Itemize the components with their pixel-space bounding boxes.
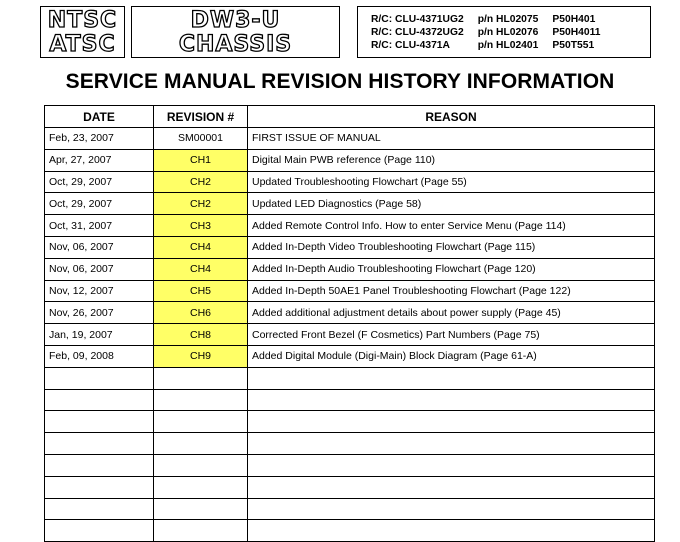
- revision-cell: CH8: [154, 324, 248, 346]
- empty-row: [45, 411, 655, 433]
- model-panel: P50H401: [552, 14, 596, 25]
- system-ntsc: NTSC: [47, 8, 118, 33]
- empty-cell: [45, 520, 154, 542]
- empty-cell: [248, 389, 655, 411]
- table-row: [45, 258, 655, 280]
- model-rc: R/C: CLU-4371UG2: [371, 14, 464, 25]
- empty-cell: [154, 520, 248, 542]
- empty-row: [45, 454, 655, 476]
- table-row: [45, 324, 655, 346]
- model-list-box: [357, 6, 651, 58]
- empty-cell: [248, 498, 655, 520]
- empty-cell: [154, 411, 248, 433]
- empty-cell: [45, 389, 154, 411]
- page-title: SERVICE MANUAL REVISION HISTORY INFORMATION: [65, 70, 615, 93]
- system-atsc: ATSC: [49, 32, 116, 57]
- header-revision: REVISION #: [154, 106, 248, 128]
- model-list: [371, 13, 614, 52]
- table-row: [45, 193, 655, 215]
- revision-cell: CH6: [154, 302, 248, 324]
- date-cell: Feb, 09, 2008: [45, 345, 154, 367]
- model-part-number: p/n HL02076: [477, 27, 539, 38]
- revision-cell: CH4: [154, 258, 248, 280]
- table-header-row: [45, 106, 655, 128]
- empty-row: [45, 389, 655, 411]
- table-row: [45, 236, 655, 258]
- empty-cell: [154, 367, 248, 389]
- table-row: [45, 215, 655, 237]
- reason-cell: Added In-Depth Video Troubleshooting Flowchart (Page 115): [248, 236, 655, 258]
- empty-cell: [45, 433, 154, 455]
- chassis-badge: [131, 6, 340, 58]
- reason-cell: Added Digital Module (Digi-Main) Block Diagram (Page 61-A): [248, 345, 655, 367]
- revision-cell: CH9: [154, 345, 248, 367]
- date-cell: Oct, 31, 2007: [45, 215, 154, 237]
- reason-cell: Updated LED Diagnostics (Page 58): [248, 193, 655, 215]
- model-panel: P50T551: [552, 40, 595, 51]
- empty-row: [45, 498, 655, 520]
- empty-cell: [45, 411, 154, 433]
- empty-cell: [154, 476, 248, 498]
- empty-cell: [248, 476, 655, 498]
- empty-cell: [248, 411, 655, 433]
- empty-row: [45, 367, 655, 389]
- date-cell: Apr, 27, 2007: [45, 149, 154, 171]
- model-row: [371, 26, 614, 39]
- revision-cell: CH3: [154, 215, 248, 237]
- revision-cell: CH2: [154, 171, 248, 193]
- date-cell: Nov, 12, 2007: [45, 280, 154, 302]
- reason-cell: FIRST ISSUE OF MANUAL: [248, 128, 655, 150]
- empty-row: [45, 520, 655, 542]
- model-rc: R/C: CLU-4371A: [371, 40, 450, 51]
- model-part-number: p/n HL02075: [477, 14, 539, 25]
- date-cell: Feb, 23, 2007: [45, 128, 154, 150]
- table-row: [45, 345, 655, 367]
- empty-row: [45, 433, 655, 455]
- empty-cell: [45, 498, 154, 520]
- table-row: [45, 128, 655, 150]
- empty-cell: [45, 476, 154, 498]
- empty-cell: [154, 498, 248, 520]
- empty-cell: [248, 454, 655, 476]
- empty-cell: [154, 433, 248, 455]
- reason-cell: Updated Troubleshooting Flowchart (Page 55): [248, 171, 655, 193]
- reason-cell: Added Remote Control Info. How to enter Service Menu (Page 114): [248, 215, 655, 237]
- empty-cell: [154, 454, 248, 476]
- header-date: DATE: [45, 106, 154, 128]
- empty-row: [45, 476, 655, 498]
- empty-cell: [248, 433, 655, 455]
- reason-cell: Added In-Depth 50AE1 Panel Troubleshooting Flowchart (Page 122): [248, 280, 655, 302]
- table-row: [45, 149, 655, 171]
- model-part-number: p/n HL02401: [477, 40, 539, 51]
- model-row: [371, 13, 614, 26]
- date-cell: Nov, 06, 2007: [45, 258, 154, 280]
- reason-cell: Digital Main PWB reference (Page 110): [248, 149, 655, 171]
- chassis-label: CHASSIS: [178, 32, 293, 57]
- chassis-model: DW3-U: [190, 8, 281, 33]
- model-row: [371, 39, 614, 52]
- revision-cell: CH2: [154, 193, 248, 215]
- empty-cell: [154, 389, 248, 411]
- date-cell: Jan, 19, 2007: [45, 324, 154, 346]
- reason-cell: Corrected Front Bezel (F Cosmetics) Part Numbers (Page 75): [248, 324, 655, 346]
- empty-cell: [248, 367, 655, 389]
- table-row: [45, 302, 655, 324]
- reason-cell: Added In-Depth Audio Troubleshooting Flowchart (Page 120): [248, 258, 655, 280]
- date-cell: Oct, 29, 2007: [45, 193, 154, 215]
- system-badge: [40, 6, 125, 58]
- revision-cell: SM00001: [154, 128, 248, 150]
- model-panel: P50H4011: [552, 27, 601, 38]
- table-row: [45, 171, 655, 193]
- date-cell: Nov, 06, 2007: [45, 236, 154, 258]
- revision-history-table: [44, 105, 655, 542]
- date-cell: Nov, 26, 2007: [45, 302, 154, 324]
- date-cell: Oct, 29, 2007: [45, 171, 154, 193]
- empty-cell: [45, 367, 154, 389]
- table-row: [45, 280, 655, 302]
- revision-cell: CH1: [154, 149, 248, 171]
- revision-cell: CH5: [154, 280, 248, 302]
- header-reason: REASON: [248, 106, 655, 128]
- reason-cell: Added additional adjustment details about power supply (Page 45): [248, 302, 655, 324]
- model-rc: R/C: CLU-4372UG2: [371, 27, 464, 38]
- empty-cell: [248, 520, 655, 542]
- empty-cell: [45, 454, 154, 476]
- revision-cell: CH4: [154, 236, 248, 258]
